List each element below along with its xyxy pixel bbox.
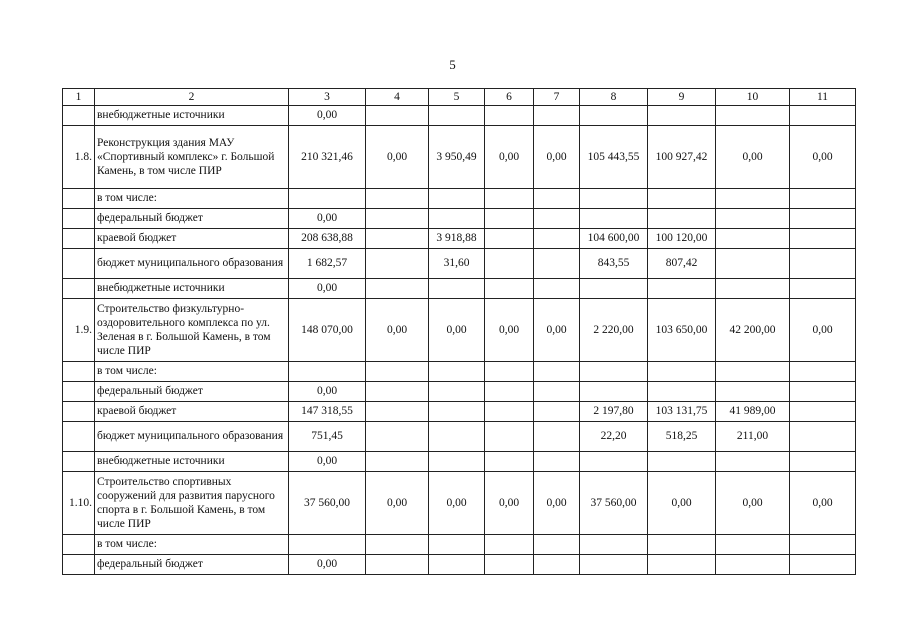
value-cell xyxy=(289,189,366,209)
value-cell xyxy=(790,535,856,555)
value-cell: 0,00 xyxy=(534,299,580,362)
row-name: в том числе: xyxy=(95,189,289,209)
value-cell xyxy=(485,209,534,229)
value-cell: 210 321,46 xyxy=(289,126,366,189)
row-name: в том числе: xyxy=(95,535,289,555)
value-cell: 211,00 xyxy=(716,422,790,452)
row-name: внебюджетные источники xyxy=(95,279,289,299)
value-cell xyxy=(790,422,856,452)
row-name: внебюджетные источники xyxy=(95,106,289,126)
value-cell xyxy=(716,229,790,249)
value-cell: 0,00 xyxy=(289,209,366,229)
value-cell xyxy=(429,555,485,575)
value-cell xyxy=(429,209,485,229)
table-row xyxy=(63,535,856,555)
value-cell xyxy=(429,422,485,452)
table-row xyxy=(63,362,856,382)
table-body xyxy=(63,106,856,575)
value-cell xyxy=(429,362,485,382)
value-cell xyxy=(366,229,429,249)
value-cell xyxy=(716,452,790,472)
row-index xyxy=(63,382,95,402)
value-cell xyxy=(289,535,366,555)
value-cell xyxy=(534,279,580,299)
row-name: Реконструкция здания МАУ «Спортивный комплекс» г. Большой Камень, в том числе ПИР xyxy=(95,126,289,189)
value-cell xyxy=(790,402,856,422)
value-cell xyxy=(648,555,716,575)
row-index xyxy=(63,452,95,472)
value-cell xyxy=(790,209,856,229)
value-cell: 103 131,75 xyxy=(648,402,716,422)
value-cell xyxy=(648,189,716,209)
value-cell xyxy=(366,555,429,575)
value-cell: 807,42 xyxy=(648,249,716,279)
value-cell xyxy=(716,189,790,209)
value-cell: 0,00 xyxy=(485,299,534,362)
value-cell: 42 200,00 xyxy=(716,299,790,362)
value-cell xyxy=(534,422,580,452)
table-row xyxy=(63,422,856,452)
value-cell: 751,45 xyxy=(289,422,366,452)
value-cell xyxy=(429,279,485,299)
value-cell: 41 989,00 xyxy=(716,402,790,422)
value-cell: 0,00 xyxy=(790,299,856,362)
value-cell: 0,00 xyxy=(716,472,790,535)
value-cell: 0,00 xyxy=(485,472,534,535)
value-cell xyxy=(485,535,534,555)
row-index xyxy=(63,535,95,555)
table-row xyxy=(63,209,856,229)
value-cell: 37 560,00 xyxy=(289,472,366,535)
value-cell: 1 682,57 xyxy=(289,249,366,279)
column-header: 5 xyxy=(429,89,485,106)
row-index xyxy=(63,249,95,279)
value-cell xyxy=(485,106,534,126)
value-cell: 100 120,00 xyxy=(648,229,716,249)
table-row xyxy=(63,126,856,189)
value-cell: 0,00 xyxy=(429,472,485,535)
value-cell xyxy=(534,452,580,472)
value-cell xyxy=(485,189,534,209)
value-cell xyxy=(485,229,534,249)
value-cell: 0,00 xyxy=(534,126,580,189)
value-cell: 0,00 xyxy=(485,126,534,189)
value-cell: 0,00 xyxy=(790,472,856,535)
value-cell xyxy=(580,106,648,126)
table-row xyxy=(63,472,856,535)
value-cell xyxy=(366,189,429,209)
value-cell xyxy=(289,362,366,382)
row-index xyxy=(63,555,95,575)
value-cell xyxy=(648,106,716,126)
value-cell xyxy=(366,422,429,452)
value-cell: 518,25 xyxy=(648,422,716,452)
row-name: федеральный бюджет xyxy=(95,382,289,402)
value-cell xyxy=(580,189,648,209)
column-header: 11 xyxy=(790,89,856,106)
value-cell xyxy=(429,382,485,402)
column-header: 3 xyxy=(289,89,366,106)
table-row xyxy=(63,382,856,402)
value-cell xyxy=(534,382,580,402)
value-cell: 0,00 xyxy=(716,126,790,189)
value-cell xyxy=(366,402,429,422)
value-cell xyxy=(366,382,429,402)
value-cell: 100 927,42 xyxy=(648,126,716,189)
value-cell: 843,55 xyxy=(580,249,648,279)
value-cell xyxy=(648,279,716,299)
table-row xyxy=(63,189,856,209)
value-cell xyxy=(790,229,856,249)
value-cell xyxy=(790,189,856,209)
value-cell: 37 560,00 xyxy=(580,472,648,535)
value-cell: 148 070,00 xyxy=(289,299,366,362)
row-name: краевой бюджет xyxy=(95,229,289,249)
table-row xyxy=(63,106,856,126)
value-cell xyxy=(716,209,790,229)
value-cell: 0,00 xyxy=(534,472,580,535)
table-row xyxy=(63,279,856,299)
table-row xyxy=(63,555,856,575)
column-header: 8 xyxy=(580,89,648,106)
row-index xyxy=(63,362,95,382)
value-cell xyxy=(716,535,790,555)
value-cell xyxy=(534,555,580,575)
value-cell xyxy=(485,279,534,299)
value-cell: 0,00 xyxy=(289,452,366,472)
value-cell: 0,00 xyxy=(790,126,856,189)
value-cell xyxy=(648,382,716,402)
column-header: 9 xyxy=(648,89,716,106)
column-header: 10 xyxy=(716,89,790,106)
row-index xyxy=(63,279,95,299)
value-cell xyxy=(485,452,534,472)
column-header-row xyxy=(63,89,856,106)
row-index: 1.8. xyxy=(63,126,95,189)
value-cell: 2 197,80 xyxy=(580,402,648,422)
row-index xyxy=(63,422,95,452)
row-index xyxy=(63,229,95,249)
value-cell: 208 638,88 xyxy=(289,229,366,249)
row-name: федеральный бюджет xyxy=(95,555,289,575)
table-row xyxy=(63,402,856,422)
value-cell: 0,00 xyxy=(366,299,429,362)
row-name: Строительство физкультурно-оздоровительного комплекса по ул. Зеленая в г. Большой Камень, в том числе ПИР xyxy=(95,299,289,362)
value-cell xyxy=(534,209,580,229)
value-cell xyxy=(429,452,485,472)
table-row xyxy=(63,452,856,472)
value-cell: 3 918,88 xyxy=(429,229,485,249)
value-cell xyxy=(790,555,856,575)
value-cell xyxy=(648,535,716,555)
value-cell xyxy=(429,535,485,555)
value-cell xyxy=(534,229,580,249)
row-index xyxy=(63,402,95,422)
value-cell: 0,00 xyxy=(429,299,485,362)
value-cell xyxy=(790,452,856,472)
value-cell xyxy=(485,249,534,279)
value-cell xyxy=(716,362,790,382)
value-cell xyxy=(366,362,429,382)
value-cell xyxy=(485,402,534,422)
value-cell xyxy=(429,189,485,209)
value-cell xyxy=(366,209,429,229)
value-cell xyxy=(790,106,856,126)
value-cell xyxy=(485,555,534,575)
column-header: 4 xyxy=(366,89,429,106)
value-cell xyxy=(429,402,485,422)
value-cell: 103 650,00 xyxy=(648,299,716,362)
value-cell: 22,20 xyxy=(580,422,648,452)
column-header: 1 xyxy=(63,89,95,106)
value-cell: 0,00 xyxy=(648,472,716,535)
value-cell xyxy=(534,535,580,555)
value-cell xyxy=(429,106,485,126)
value-cell: 104 600,00 xyxy=(580,229,648,249)
value-cell xyxy=(580,452,648,472)
value-cell xyxy=(790,362,856,382)
row-name: федеральный бюджет xyxy=(95,209,289,229)
table-row xyxy=(63,299,856,362)
value-cell: 0,00 xyxy=(289,555,366,575)
value-cell: 0,00 xyxy=(366,472,429,535)
value-cell xyxy=(580,362,648,382)
value-cell xyxy=(580,279,648,299)
row-name: бюджет муниципального образования xyxy=(95,249,289,279)
row-name: внебюджетные источники xyxy=(95,452,289,472)
value-cell: 31,60 xyxy=(429,249,485,279)
row-index xyxy=(63,189,95,209)
row-name: в том числе: xyxy=(95,362,289,382)
value-cell xyxy=(534,106,580,126)
table-row xyxy=(63,229,856,249)
value-cell: 0,00 xyxy=(289,106,366,126)
table-row xyxy=(63,249,856,279)
row-index xyxy=(63,209,95,229)
row-index xyxy=(63,106,95,126)
row-name: краевой бюджет xyxy=(95,402,289,422)
value-cell xyxy=(366,535,429,555)
value-cell xyxy=(716,106,790,126)
value-cell: 147 318,55 xyxy=(289,402,366,422)
value-cell: 105 443,55 xyxy=(580,126,648,189)
value-cell xyxy=(648,209,716,229)
value-cell xyxy=(485,382,534,402)
value-cell xyxy=(790,279,856,299)
row-name: бюджет муниципального образования xyxy=(95,422,289,452)
value-cell: 0,00 xyxy=(289,382,366,402)
value-cell xyxy=(485,422,534,452)
value-cell xyxy=(648,362,716,382)
value-cell xyxy=(580,382,648,402)
value-cell xyxy=(534,362,580,382)
value-cell: 2 220,00 xyxy=(580,299,648,362)
budget-table xyxy=(62,88,856,575)
column-header: 7 xyxy=(534,89,580,106)
value-cell xyxy=(534,402,580,422)
value-cell xyxy=(716,249,790,279)
value-cell xyxy=(716,279,790,299)
value-cell xyxy=(534,249,580,279)
value-cell: 0,00 xyxy=(366,126,429,189)
value-cell xyxy=(366,249,429,279)
value-cell xyxy=(366,452,429,472)
row-index: 1.10. xyxy=(63,472,95,535)
value-cell xyxy=(790,382,856,402)
value-cell xyxy=(580,535,648,555)
page-number: 5 xyxy=(449,57,456,72)
row-index: 1.9. xyxy=(63,299,95,362)
value-cell: 0,00 xyxy=(289,279,366,299)
row-name: Строительство спортивных сооружений для развития парусного спорта в г. Большой Камень, в том числе ПИР xyxy=(95,472,289,535)
column-header: 6 xyxy=(485,89,534,106)
value-cell xyxy=(580,555,648,575)
value-cell xyxy=(716,555,790,575)
value-cell xyxy=(534,189,580,209)
value-cell xyxy=(366,106,429,126)
value-cell xyxy=(648,452,716,472)
column-header: 2 xyxy=(95,89,289,106)
value-cell xyxy=(790,249,856,279)
value-cell xyxy=(366,279,429,299)
value-cell xyxy=(716,382,790,402)
value-cell: 3 950,49 xyxy=(429,126,485,189)
value-cell xyxy=(485,362,534,382)
value-cell xyxy=(580,209,648,229)
